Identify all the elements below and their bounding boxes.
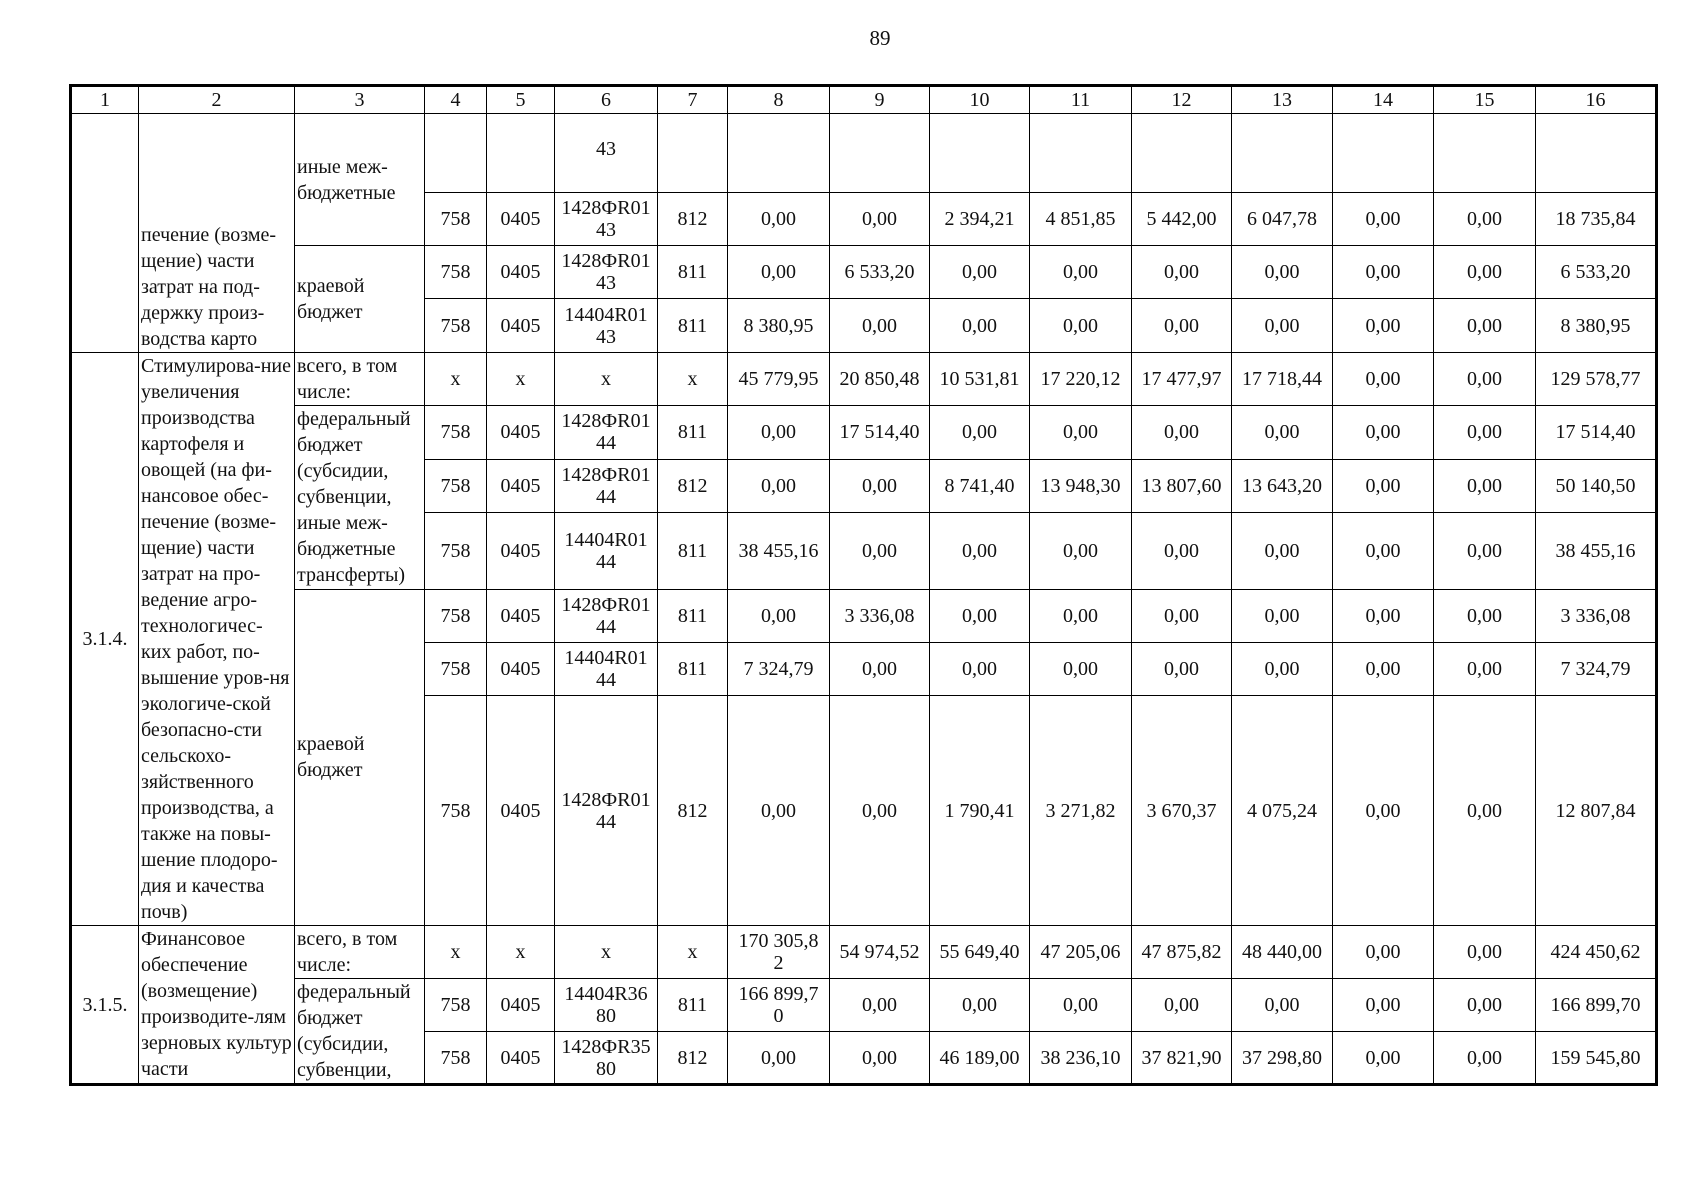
header-cell: 15: [1434, 86, 1536, 114]
value-year-4: 3 271,82: [1030, 696, 1132, 926]
value-year-6: 0,00: [1232, 246, 1333, 299]
funding-source: краевой бюджет: [295, 246, 425, 353]
value-total: 7 324,79: [1536, 643, 1657, 696]
value-year-3: 0,00: [930, 643, 1030, 696]
section-code: x: [487, 926, 555, 979]
csr-code: x: [555, 926, 658, 979]
value-year-1: 166 899,7 0: [728, 979, 830, 1032]
value-year-8: 0,00: [1434, 406, 1536, 460]
value-year-1: 0,00: [728, 193, 830, 246]
section-code: 0405: [487, 459, 555, 512]
value-year-8: 0,00: [1434, 353, 1536, 406]
value-year-8: 0,00: [1434, 193, 1536, 246]
value-year-8: 0,00: [1434, 696, 1536, 926]
value-year-2: 0,00: [830, 193, 930, 246]
value-year-6: 0,00: [1232, 513, 1333, 589]
budget-table: [69, 84, 1658, 1086]
value-year-1: 7 324,79: [728, 643, 830, 696]
grbs-code: x: [425, 926, 487, 979]
value-total: 6 533,20: [1536, 246, 1657, 299]
value-year-5: 0,00: [1132, 406, 1232, 460]
section-code: 0405: [487, 299, 555, 353]
header-cell: 3: [295, 86, 425, 114]
value-year-6: 6 047,78: [1232, 193, 1333, 246]
value-year-1: 0,00: [728, 406, 830, 460]
csr-code: 1428ФR01 44: [555, 459, 658, 512]
csr-code: 14404R36 80: [555, 979, 658, 1032]
value-year-5: 0,00: [1132, 246, 1232, 299]
value-year-5: 17 477,97: [1132, 353, 1232, 406]
value-year-8: 0,00: [1434, 643, 1536, 696]
csr-code: 14404R01 44: [555, 513, 658, 589]
vr-code: 811: [658, 643, 728, 696]
value-year-8: 0,00: [1434, 589, 1536, 643]
measure-description: Финансовое обеспечение (возмещение) производите-лям зерновых культур части: [139, 926, 295, 1085]
value-year-4: 0,00: [1030, 589, 1132, 643]
value-year-7: 0,00: [1333, 643, 1434, 696]
value-year-5: 5 442,00: [1132, 193, 1232, 246]
vr-code: 812: [658, 459, 728, 512]
section-code: 0405: [487, 1032, 555, 1085]
value-year-2: 0,00: [830, 696, 930, 926]
value-year-2: 0,00: [830, 979, 930, 1032]
value-year-6: 0,00: [1232, 643, 1333, 696]
value-year-8: 0,00: [1434, 299, 1536, 353]
empty-cell: [1030, 114, 1132, 193]
value-total: 166 899,70: [1536, 979, 1657, 1032]
grbs-code: 758: [425, 696, 487, 926]
section-code: 0405: [487, 696, 555, 926]
header-cell: 8: [728, 86, 830, 114]
value-year-7: 0,00: [1333, 589, 1434, 643]
value-year-4: 47 205,06: [1030, 926, 1132, 979]
header-row: [71, 86, 1657, 114]
vr-code: 812: [658, 193, 728, 246]
empty-cell: [425, 114, 487, 193]
value-total: 129 578,77: [1536, 353, 1657, 406]
value-year-2: 0,00: [830, 643, 930, 696]
header-cell: 7: [658, 86, 728, 114]
header-cell: 11: [1030, 86, 1132, 114]
grbs-code: 758: [425, 299, 487, 353]
value-year-1: 45 779,95: [728, 353, 830, 406]
header-cell: 14: [1333, 86, 1434, 114]
csr-code: 1428ФR01 43: [555, 193, 658, 246]
value-year-6: 0,00: [1232, 299, 1333, 353]
value-year-3: 0,00: [930, 589, 1030, 643]
header-cell: 10: [930, 86, 1030, 114]
vr-code: 812: [658, 696, 728, 926]
section-number: 3.1.5.: [71, 926, 139, 1085]
empty-cell: [930, 114, 1030, 193]
measure-description: Стимулирова-ние увеличения производства картофеля и овощей (на фи-нансовое обес-печение (возме-щение) части затрат на про-ведение агро-технологичес-ких работ, по-вышение уров-ня экологиче-ской безопасно-сти сельскохо-зяйственного производства, а также на повы-шение плодоро-дия и качества почв): [139, 353, 295, 926]
value-year-7: 0,00: [1333, 459, 1434, 512]
csr-code: 1428ФR01 44: [555, 589, 658, 643]
value-year-6: 4 075,24: [1232, 696, 1333, 926]
empty-cell: [1232, 114, 1333, 193]
value-total: 38 455,16: [1536, 513, 1657, 589]
value-total: 18 735,84: [1536, 193, 1657, 246]
funding-source: всего, в том числе:: [295, 353, 425, 406]
value-year-4: 17 220,12: [1030, 353, 1132, 406]
value-year-6: 37 298,80: [1232, 1032, 1333, 1085]
vr-code: 811: [658, 589, 728, 643]
table-row: [71, 246, 1657, 299]
value-year-5: 47 875,82: [1132, 926, 1232, 979]
funding-source: всего, в том числе:: [295, 926, 425, 979]
header-cell: 13: [1232, 86, 1333, 114]
value-total: 159 545,80: [1536, 1032, 1657, 1085]
value-year-1: 38 455,16: [728, 513, 830, 589]
value-year-4: 13 948,30: [1030, 459, 1132, 512]
value-year-3: 0,00: [930, 513, 1030, 589]
value-year-1: 170 305,8 2: [728, 926, 830, 979]
page-number: 89: [869, 26, 891, 50]
value-year-3: 55 649,40: [930, 926, 1030, 979]
value-year-2: 20 850,48: [830, 353, 930, 406]
value-year-4: 0,00: [1030, 643, 1132, 696]
funding-source: краевой бюджет: [295, 589, 425, 926]
value-year-2: 3 336,08: [830, 589, 930, 643]
value-year-8: 0,00: [1434, 513, 1536, 589]
value-year-1: 0,00: [728, 589, 830, 643]
value-year-6: 17 718,44: [1232, 353, 1333, 406]
value-year-1: 0,00: [728, 246, 830, 299]
csr-code: 1428ФR01 44: [555, 696, 658, 926]
table-row: [71, 589, 1657, 643]
funding-source: иные меж-бюджетные: [295, 114, 425, 246]
grbs-code: 758: [425, 589, 487, 643]
empty-cell: [487, 114, 555, 193]
grbs-code: 758: [425, 643, 487, 696]
value-year-6: 0,00: [1232, 406, 1333, 460]
empty-cell: [1434, 114, 1536, 193]
value-year-3: 0,00: [930, 979, 1030, 1032]
header-cell: 2: [139, 86, 295, 114]
empty-cell: [1132, 114, 1232, 193]
empty-cell: [728, 114, 830, 193]
vr-code: 811: [658, 406, 728, 460]
value-year-7: 0,00: [1333, 513, 1434, 589]
value-year-3: 0,00: [930, 406, 1030, 460]
table-row: [71, 114, 1657, 193]
value-year-1: 8 380,95: [728, 299, 830, 353]
table-row: [71, 979, 1657, 1032]
value-year-4: 0,00: [1030, 299, 1132, 353]
value-year-3: 2 394,21: [930, 193, 1030, 246]
value-year-1: 0,00: [728, 1032, 830, 1085]
value-year-5: 0,00: [1132, 299, 1232, 353]
value-year-2: 54 974,52: [830, 926, 930, 979]
section-code: 0405: [487, 979, 555, 1032]
value-year-6: 48 440,00: [1232, 926, 1333, 979]
section-code: x: [487, 353, 555, 406]
value-year-2: 0,00: [830, 459, 930, 512]
value-year-7: 0,00: [1333, 1032, 1434, 1085]
value-year-5: 3 670,37: [1132, 696, 1232, 926]
funding-source: федеральный бюджет (субсидии, субвенции,: [295, 979, 425, 1085]
header-cell: 12: [1132, 86, 1232, 114]
value-year-2: 0,00: [830, 513, 930, 589]
measure-description: печение (возме-щение) части затрат на под-держку произ-водства карто: [139, 114, 295, 353]
grbs-code: 758: [425, 246, 487, 299]
value-total: 17 514,40: [1536, 406, 1657, 460]
grbs-code: 758: [425, 979, 487, 1032]
header-cell: 6: [555, 86, 658, 114]
value-year-8: 0,00: [1434, 459, 1536, 512]
header-cell: 5: [487, 86, 555, 114]
value-year-8: 0,00: [1434, 1032, 1536, 1085]
value-year-2: 0,00: [830, 299, 930, 353]
value-year-4: 0,00: [1030, 513, 1132, 589]
value-year-4: 0,00: [1030, 979, 1132, 1032]
value-year-3: 46 189,00: [930, 1032, 1030, 1085]
header-cell: 16: [1536, 86, 1657, 114]
header-cell: 9: [830, 86, 930, 114]
grbs-code: 758: [425, 406, 487, 460]
value-year-7: 0,00: [1333, 299, 1434, 353]
section-code: 0405: [487, 246, 555, 299]
value-year-7: 0,00: [1333, 246, 1434, 299]
value-year-7: 0,00: [1333, 979, 1434, 1032]
value-year-2: 6 533,20: [830, 246, 930, 299]
value-year-4: 0,00: [1030, 246, 1132, 299]
value-year-3: 0,00: [930, 299, 1030, 353]
value-total: 3 336,08: [1536, 589, 1657, 643]
vr-code: x: [658, 353, 728, 406]
header-cell: 4: [425, 86, 487, 114]
value-year-6: 0,00: [1232, 589, 1333, 643]
vr-code: 811: [658, 246, 728, 299]
csr-code: x: [555, 353, 658, 406]
csr-code: 43: [555, 114, 658, 193]
value-year-5: 0,00: [1132, 513, 1232, 589]
value-year-2: 0,00: [830, 1032, 930, 1085]
value-year-3: 1 790,41: [930, 696, 1030, 926]
section-code: 0405: [487, 643, 555, 696]
vr-code: 811: [658, 513, 728, 589]
table-row: [71, 406, 1657, 460]
value-year-8: 0,00: [1434, 979, 1536, 1032]
value-year-4: 4 851,85: [1030, 193, 1132, 246]
value-year-5: 0,00: [1132, 589, 1232, 643]
empty-cell: [830, 114, 930, 193]
section-code: 0405: [487, 406, 555, 460]
value-year-2: 17 514,40: [830, 406, 930, 460]
value-year-4: 38 236,10: [1030, 1032, 1132, 1085]
table-row: [71, 353, 1657, 406]
value-year-8: 0,00: [1434, 246, 1536, 299]
csr-code: 14404R01 44: [555, 643, 658, 696]
value-year-1: 0,00: [728, 459, 830, 512]
value-year-4: 0,00: [1030, 406, 1132, 460]
csr-code: 1428ФR01 44: [555, 406, 658, 460]
csr-code: 1428ФR01 43: [555, 246, 658, 299]
value-year-7: 0,00: [1333, 696, 1434, 926]
value-year-3: 8 741,40: [930, 459, 1030, 512]
value-year-5: 13 807,60: [1132, 459, 1232, 512]
value-year-1: 0,00: [728, 696, 830, 926]
empty-cell: [1333, 114, 1434, 193]
grbs-code: 758: [425, 459, 487, 512]
header-cell: 1: [71, 86, 139, 114]
value-year-6: 13 643,20: [1232, 459, 1333, 512]
section-code: 0405: [487, 589, 555, 643]
value-total: 424 450,62: [1536, 926, 1657, 979]
grbs-code: 758: [425, 193, 487, 246]
value-year-3: 0,00: [930, 246, 1030, 299]
value-total: 50 140,50: [1536, 459, 1657, 512]
value-year-8: 0,00: [1434, 926, 1536, 979]
value-year-3: 10 531,81: [930, 353, 1030, 406]
value-year-6: 0,00: [1232, 979, 1333, 1032]
value-year-7: 0,00: [1333, 193, 1434, 246]
vr-code: x: [658, 926, 728, 979]
table-row: [71, 926, 1657, 979]
section-number: [71, 114, 139, 353]
value-year-5: 0,00: [1132, 643, 1232, 696]
section-code: 0405: [487, 513, 555, 589]
section-number: 3.1.4.: [71, 353, 139, 926]
value-year-7: 0,00: [1333, 926, 1434, 979]
value-total: 8 380,95: [1536, 299, 1657, 353]
empty-cell: [1536, 114, 1657, 193]
csr-code: 14404R01 43: [555, 299, 658, 353]
grbs-code: 758: [425, 1032, 487, 1085]
value-year-5: 37 821,90: [1132, 1032, 1232, 1085]
funding-source: федеральный бюджет (субсидии, субвенции, иные меж-бюджетные трансферты): [295, 406, 425, 590]
grbs-code: x: [425, 353, 487, 406]
vr-code: 812: [658, 1032, 728, 1085]
grbs-code: 758: [425, 513, 487, 589]
vr-code: 811: [658, 979, 728, 1032]
value-year-7: 0,00: [1333, 406, 1434, 460]
empty-cell: [658, 114, 728, 193]
csr-code: 1428ФR35 80: [555, 1032, 658, 1085]
value-year-5: 0,00: [1132, 979, 1232, 1032]
vr-code: 811: [658, 299, 728, 353]
section-code: 0405: [487, 193, 555, 246]
value-total: 12 807,84: [1536, 696, 1657, 926]
value-year-7: 0,00: [1333, 353, 1434, 406]
